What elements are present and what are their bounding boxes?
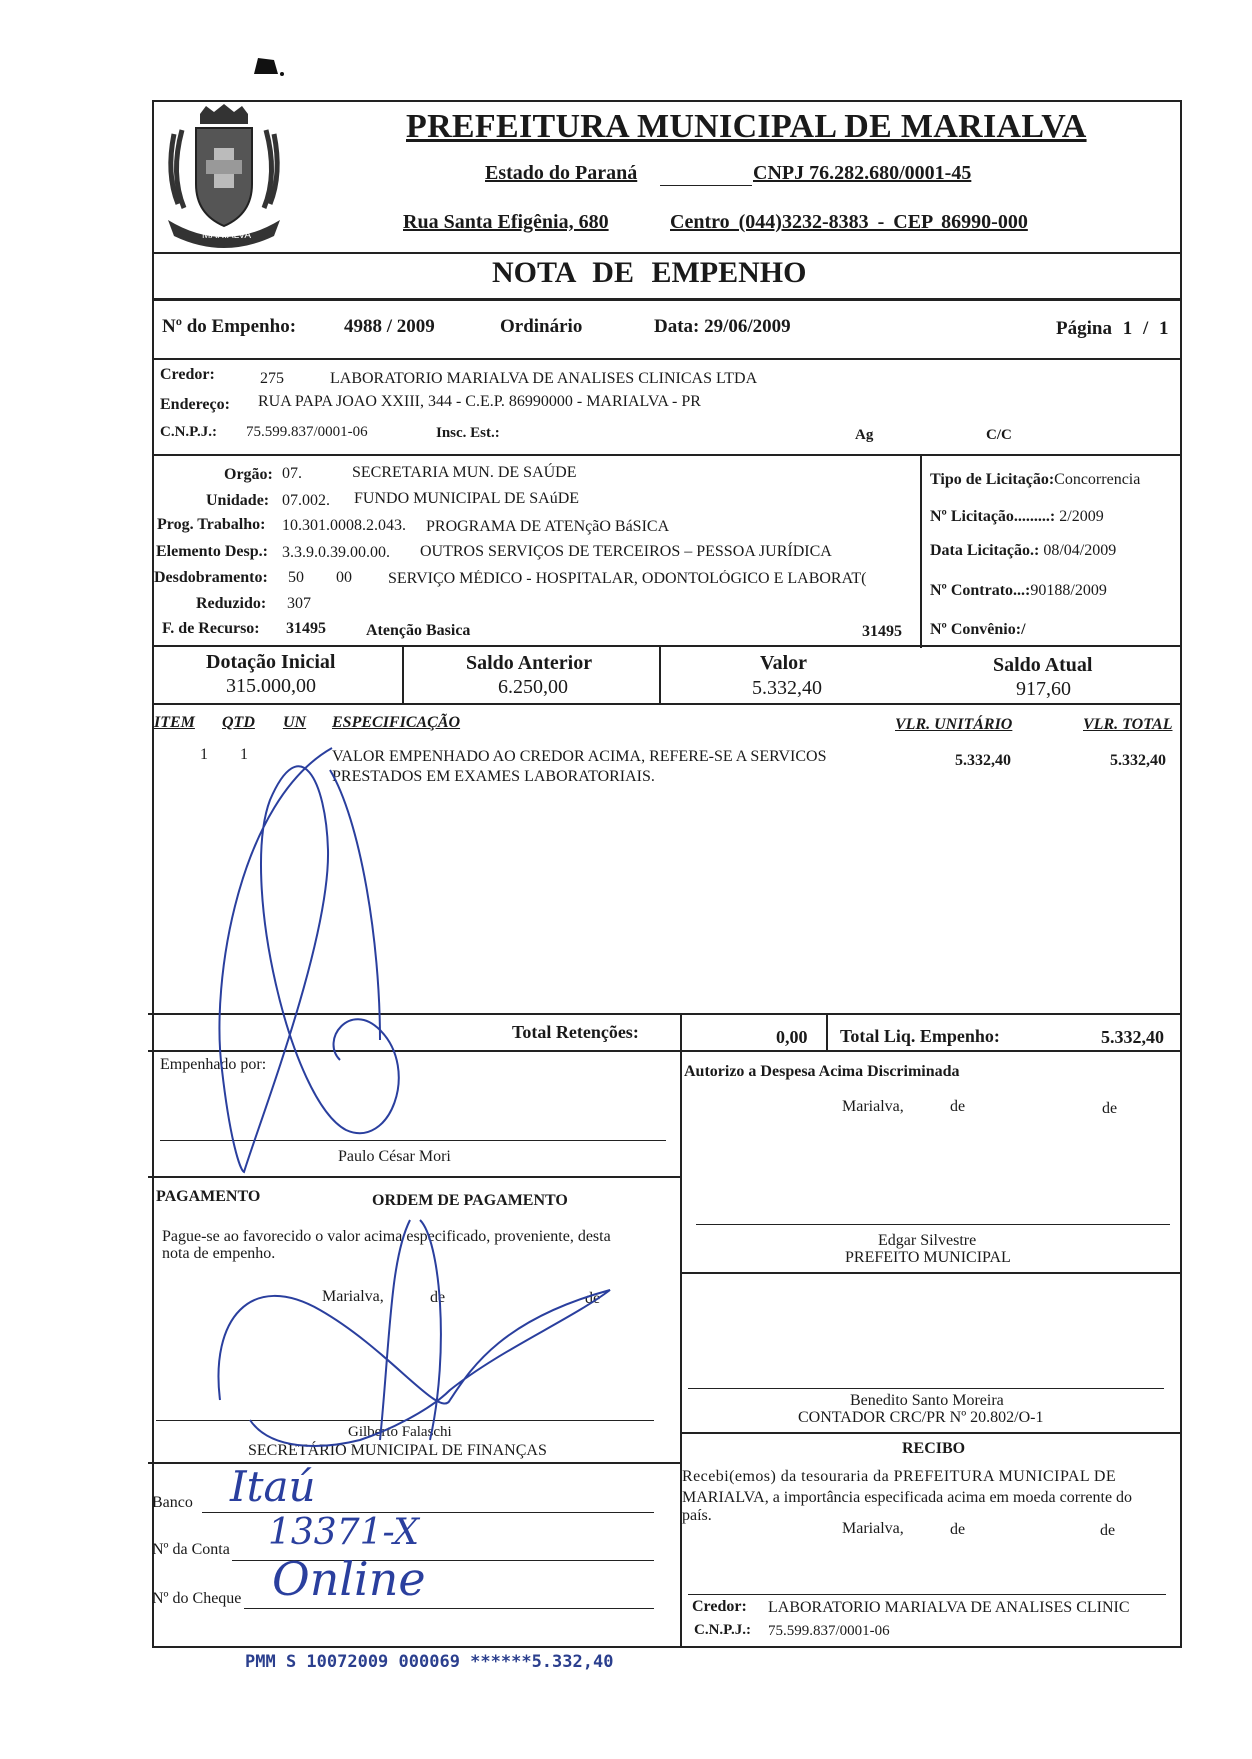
pagamento-text-2: nota de empenho. [162,1245,276,1262]
desdobramento-code2: 00 [336,569,352,586]
item-number: 1 [200,746,208,763]
prefeito-name: Edgar Silvestre [878,1232,977,1249]
ag-label: Ag [855,427,874,443]
recibo-text-1: Recebi(emos) da tesouraria da PREFEITURA MUNICIPAL DE [682,1468,1117,1485]
contador-role: CONTADOR CRC/PR Nº 20.802/O-1 [798,1409,1044,1426]
reduzido-value: 307 [287,595,311,612]
total-liq-value: 5.332,40 [1101,1027,1164,1047]
recibo-place: Marialva, [842,1520,904,1537]
pagamento-de2: de [585,1290,601,1307]
elemento-label: Elemento Desp.: [156,543,268,560]
num-convenio: Nº Convênio:/ [930,621,1026,638]
autorizo-de1: de [950,1098,966,1115]
recibo-de1: de [950,1521,966,1538]
num-licitacao: Nº Licitação.........: 2/2009 [930,508,1104,525]
prog-code: 10.301.0008.2.043. [282,517,406,534]
recibo-text-2: MARIALVA, a importância especificada acima em moeda corrente do [682,1489,1133,1506]
banco-label: Banco [152,1494,193,1511]
col-item: ITEM [154,714,195,731]
credor-cnpj: 75.599.837/0001-06 [246,424,368,440]
recibo-cnpj: 75.599.837/0001-06 [768,1623,890,1639]
empenho-type: Ordinário [500,316,583,337]
saldo-atual-value: 917,60 [1016,678,1071,700]
col-un: UN [283,714,307,731]
recibo-cnpj-label: C.N.P.J.: [694,1622,751,1638]
pagamento-de1: de [430,1289,446,1306]
state-label: Estado do Paraná [485,162,638,184]
cnpj-field-label: C.N.P.J.: [160,424,217,440]
document-title: NOTA DE EMPENHO [492,256,807,289]
recurso-code-right: 31495 [862,623,902,640]
item-vlr-unitario: 5.332,40 [955,752,1011,769]
reduzido-label: Reduzido: [196,595,267,612]
valor-value: 5.332,40 [752,677,822,699]
orgao-name: SECRETARIA MUN. DE SAÚDE [352,464,577,481]
cheque-handwritten: Online [272,1552,426,1606]
contador-name: Benedito Santo Moreira [850,1392,1004,1409]
page-title: PREFEITURA MUNICIPAL DE MARIALVA [406,108,1087,145]
prog-label: Prog. Trabalho: [157,516,266,533]
unidade-code: 07.002. [282,492,330,509]
item-vlr-total: 5.332,40 [1110,752,1166,769]
saldo-atual-label: Saldo Atual [993,654,1093,676]
empenhado-name: Paulo César Mori [338,1148,451,1165]
prefeito-role: PREFEITO MUNICIPAL [845,1249,1011,1266]
credor-address: RUA PAPA JOAO XXIII, 344 - C.E.P. 86990000 - MARIALVA - PR [258,393,701,410]
autorizo-label: Autorizo a Despesa Acima Discriminada [684,1063,960,1080]
page-number: Página 1 / 1 [1056,318,1169,339]
credor-code: 275 [260,370,284,387]
elemento-code: 3.3.9.0.39.00.00. [282,544,390,561]
item-qtd: 1 [240,746,248,763]
col-especificacao: ESPECIFICAÇÃO [332,714,461,731]
cc-label: C/C [986,427,1012,443]
saldo-anterior-label: Saldo Anterior [466,652,593,674]
desdobramento-name: SERVIÇO MÉDICO - HOSPITALAR, ODONTOLÓGICO E LABORAT( [388,570,867,587]
credor-name: LABORATORIO MARIALVA DE ANALISES CLINICAS LTDA [330,370,758,387]
num-contrato: Nº Contrato...:90188/2009 [930,582,1107,599]
total-liq-label: Total Liq. Empenho: [840,1026,1000,1046]
unidade-name: FUNDO MUNICIPAL DE SAúDE [354,490,580,507]
recibo-text-3: país. [682,1507,712,1524]
secretario-role: SECRETÁRIO MUNICIPAL DE FINANÇAS [248,1442,547,1459]
elemento-name: OUTROS SERVIÇOS DE TERCEIROS – PESSOA JURÍDICA [420,543,832,560]
empenho-number: 4988 / 2009 [344,316,435,337]
desdobramento-code1: 50 [288,569,304,586]
saldo-anterior-value: 6.250,00 [498,676,568,698]
recibo-label: RECIBO [902,1440,966,1457]
orgao-label: Orgão: [224,466,273,483]
item-espec-line2: PRESTADOS EM EXAMES LABORATORIAIS. [332,768,655,785]
svg-text:MARIALVA: MARIALVA [202,230,252,241]
autorizo-place: Marialva, [842,1098,904,1115]
valor-label: Valor [760,652,808,674]
secretario-name: Gilberto Falaschi [348,1424,452,1440]
pagamento-label: PAGAMENTO [156,1188,261,1205]
data-licitacao: Data Licitação.: 08/04/2009 [930,542,1117,559]
cheque-label: Nº do Cheque [152,1590,242,1607]
empenho-label: Nº do Empenho: [162,316,297,337]
desdobramento-label: Desdobramento: [154,569,268,586]
scan-mark [248,52,288,78]
insc-label: Insc. Est.: [436,425,500,441]
recibo-credor-name: LABORATORIO MARIALVA DE ANALISES CLINIC [768,1599,1130,1616]
orgao-code: 07. [282,465,302,482]
pagamento-text-1: Pague-se ao favorecido o valor acima especificado, proveniente, desta [162,1228,611,1245]
col-vlr-total: VLR. TOTAL [1083,716,1173,733]
banco-handwritten: Itaú [230,1462,316,1511]
cnpj-label: CNPJ 76.282.680/0001-45 [753,162,972,184]
total-retencoes-value: 0,00 [776,1027,808,1047]
credor-label: Credor: [160,366,215,383]
empenhado-label: Empenhado por: [160,1056,267,1073]
recibo-de2: de [1100,1522,1116,1539]
tipo-licitacao: Tipo de Licitação:Concorrencia [930,471,1141,488]
total-retencoes-label: Total Retenções: [512,1022,639,1042]
conta-label: Nº da Conta [152,1541,230,1558]
address-field-label: Endereço: [160,396,230,413]
autorizo-de2: de [1102,1100,1118,1117]
unidade-label: Unidade: [206,492,270,509]
pagamento-place: Marialva, [322,1288,384,1305]
prog-name: PROGRAMA DE ATENçãO BáSICA [426,518,670,535]
contact-label: Centro (044)3232-8383 - CEP 86990-000 [670,211,1028,233]
ordem-pagamento-label: ORDEM DE PAGAMENTO [372,1192,568,1209]
recurso-label: F. de Recurso: [162,620,260,637]
dotacao-label: Dotação Inicial [206,651,336,673]
dotacao-value: 315.000,00 [226,675,316,697]
item-espec-line1: VALOR EMPENHADO AO CREDOR ACIMA, REFERE-SE A SERVICOS [332,748,827,765]
col-qtd: QTD [222,714,255,731]
payment-stamp: PMM S 10072009 000069 ******5.332,40 [245,1652,614,1672]
col-vlr-unitario: VLR. UNITÁRIO [895,716,1013,733]
coat-of-arms-logo [156,104,292,254]
conta-handwritten: 13371-X [268,1512,420,1553]
empenho-date: Data: 29/06/2009 [654,316,791,337]
recurso-code: 31495 [286,620,326,637]
recibo-credor-label: Credor: [692,1598,747,1615]
recurso-name: Atenção Basica [366,622,471,639]
address-label: Rua Santa Efigênia, 680 [403,211,609,233]
